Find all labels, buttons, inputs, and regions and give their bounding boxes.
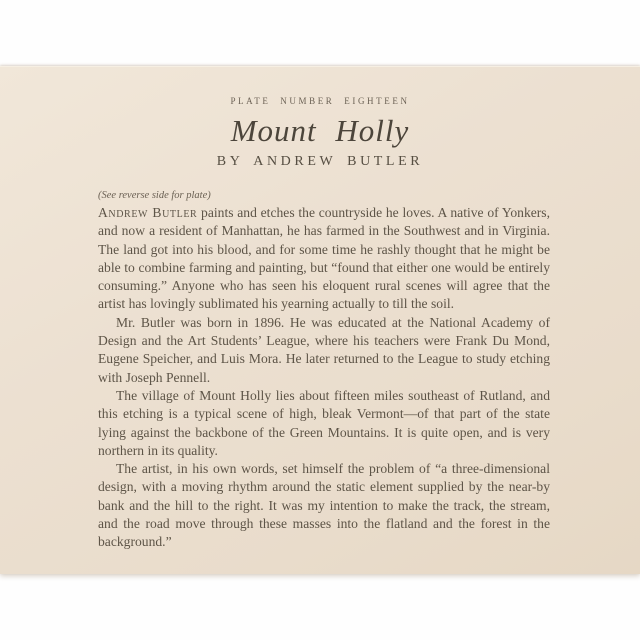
paragraph-4: The artist, in his own words, set himself the problem of “a three-dimensional design, with a moving rhythm around the static element supplied by the near-by bank and the hill to the right. It was my intention to make the track, the stream, and the road move through these masses into the flatland and the forest in the background.” xyxy=(98,461,550,550)
plate-number-label: PLATE NUMBER EIGHTEEN xyxy=(230,96,410,106)
paper-page xyxy=(0,66,640,574)
byline: BY ANDREW BUTLER xyxy=(216,154,424,169)
paragraph-2: Mr. Butler was born in 1896. He was educated at the National Academy of Design and the Art Students’ League, where his teachers were Frank Du Mond, Eugene Speicher, and Luis Mora. He later returned to the League to study etching with Joseph Pennell. xyxy=(98,314,550,385)
paragraph-1 xyxy=(98,204,550,314)
paragraph-1-lead: Andrew Butler xyxy=(98,205,198,220)
paragraph-1-text: paints and etches the countryside he loves. A native of Yonkers, and now a resident of Manhattan, he has farmed in the Southwest and in Virginia. The land got into his blood, and for some time he rashly thought that he might be able to combine farming and painting, but “found that either one would be entirely consuming.” Anyone who has seen his eloquent rural scenes will agree that the artist has lovingly sublimated his yearning actually to till the soil. xyxy=(98,205,550,312)
body-text xyxy=(98,204,550,552)
reverse-side-note: (See reverse side for plate) xyxy=(98,190,211,201)
page-title: Mount Holly xyxy=(230,113,410,148)
paragraph-3: The village of Mount Holly lies about fifteen miles southeast of Rutland, and this etching is a typical scene of high, bleak Vermont—of that part of the state lying against the backbone of the Green Mountains. It is quite open, and is very northern in its quality. xyxy=(98,387,550,458)
